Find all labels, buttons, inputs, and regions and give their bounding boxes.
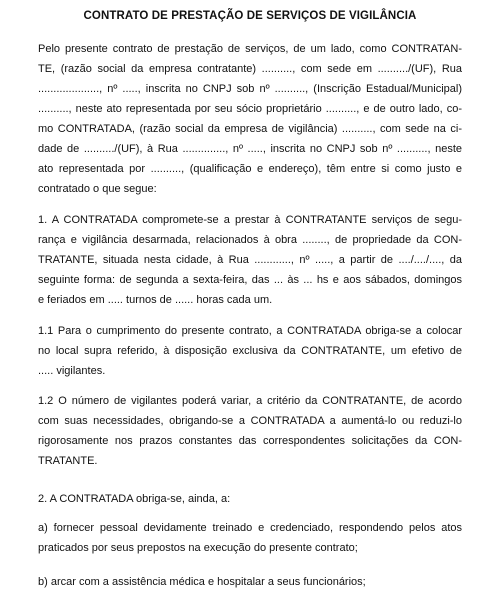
text-line: com suas necessidades, obrigando-se a CONTRATADA a aumentá-lo ou reduzi-lo <box>38 415 462 427</box>
text-line: 1.1 Para o cumprimento do presente contrato, a CONTRATADA obriga-se a colocar <box>38 325 462 337</box>
text-line: seguinte forma: de segunda a sexta-feira, das ... às ... hs e aos sábados, domingos <box>38 274 462 286</box>
text-line: rigorosamente nos prazos constantes das correspondentes solicitações da CON- <box>38 435 462 447</box>
text-line: 2. A CONTRATADA obriga-se, ainda, a: <box>38 493 231 505</box>
text-line: praticados por seus prepostos na execução do presente contrato; <box>38 542 358 554</box>
text-line: ...................., nº ....., inscrita no CNPJ sob nº .........., (Inscrição Estadual/Municipal) <box>38 83 462 95</box>
text-line: TRATANTE, situada nesta cidade, à Rua ............, nº ....., a partir de ..../..../...., da <box>38 254 462 266</box>
text-line: e feriados em ..... turnos de ...... horas cada um. <box>38 294 273 306</box>
text-line: a) fornecer pessoal devidamente treinado e credenciado, respondendo pelos atos <box>38 522 462 534</box>
text-line: rança e vigilância desarmada, relacionados à obra ........, de propriedade da CON- <box>38 234 462 246</box>
text-line: dade de ........../(UF), à Rua .............., nº ....., inscrita no CNPJ sob nº .........., neste <box>38 143 462 155</box>
text-line: ..... vigilantes. <box>38 365 106 377</box>
document-title: CONTRATO DE PRESTAÇÃO DE SERVIÇOS DE VIGILÂNCIA <box>83 10 417 22</box>
text-line: b) arcar com a assistência médica e hospitalar a seus funcionários; <box>38 576 366 588</box>
text-line: contratado o que segue: <box>38 183 157 195</box>
text-line: 1.2 O número de vigilantes poderá variar, a critério da CONTRATANTE, de acordo <box>38 395 462 407</box>
text-line: ato representada por .........., (qualificação e endereço), têm entre si como justo e <box>38 163 462 175</box>
text-line: Pelo presente contrato de prestação de serviços, de um lado, como CONTRATAN- <box>38 43 462 55</box>
text-line: TE, (razão social da empresa contratante) .........., com sede em ........../(UF), Rua <box>38 63 462 75</box>
text-line: no local supra referido, à disposição exclusiva da CONTRATANTE, um efetivo de <box>38 345 462 357</box>
text-line: mo CONTRATADA, (razão social da empresa de vigilância) .........., com sede na ci- <box>38 123 462 135</box>
text-line: TRATANTE. <box>38 455 98 467</box>
text-line: 1. A CONTRATADA compromete-se a prestar à CONTRATANTE serviços de segu- <box>38 214 462 226</box>
text-line: .........., neste ato representada por seu sócio proprietário .........., e de outro lado, co- <box>38 103 462 115</box>
